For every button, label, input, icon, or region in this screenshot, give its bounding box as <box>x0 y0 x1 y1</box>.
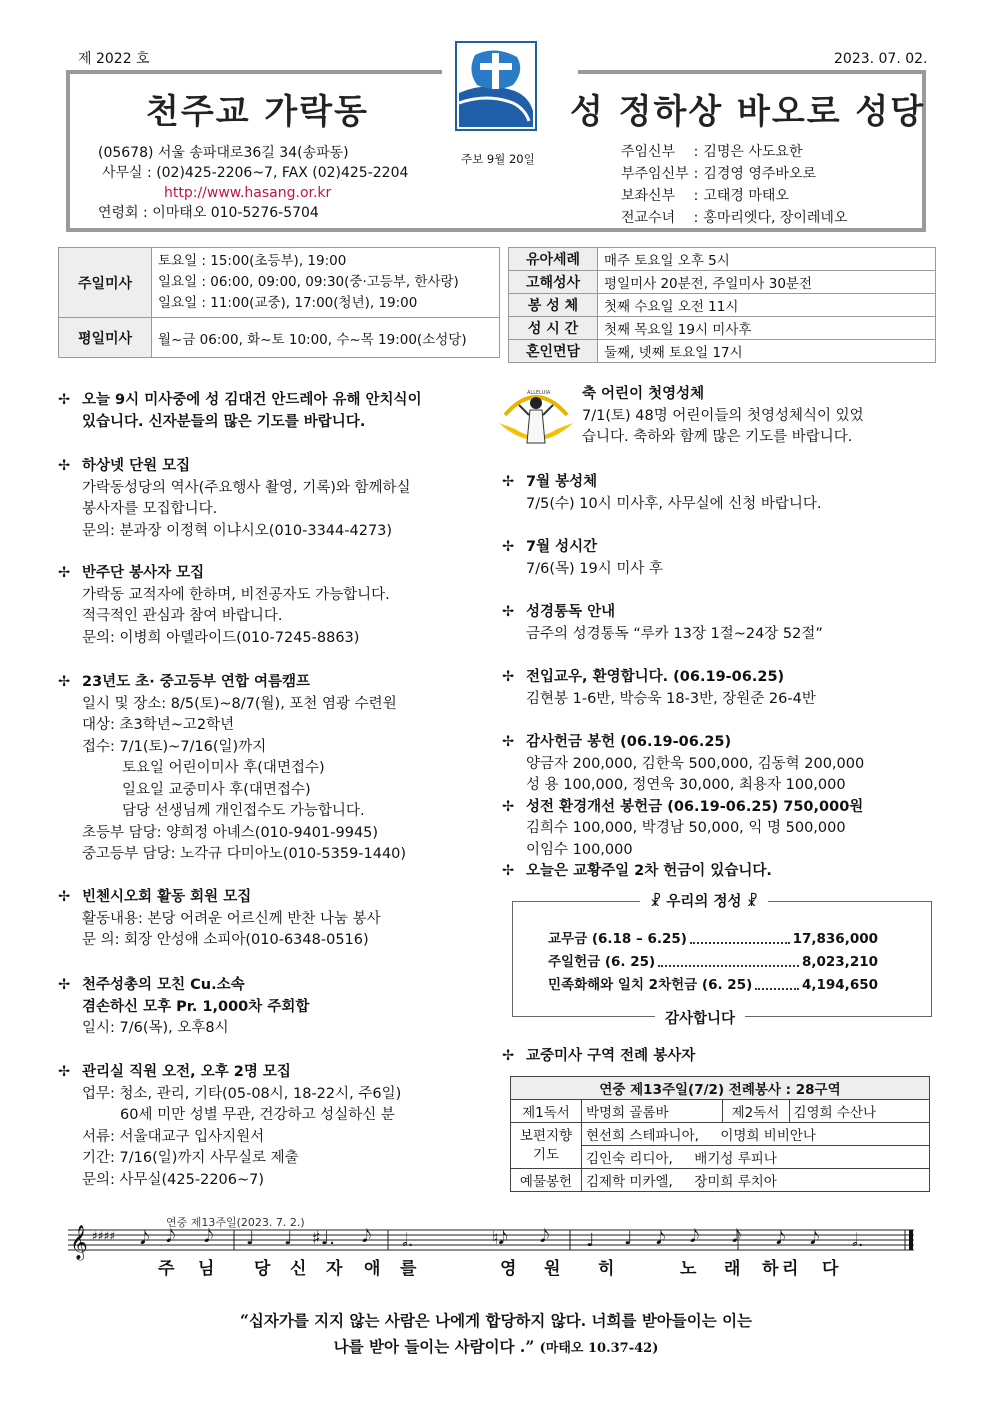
notice-line: 일시 및 장소: 8/5(토)~8/7(월), 포천 염광 수련원 <box>82 695 397 712</box>
notice-first-communion <box>582 384 864 449</box>
lyric-syllable: 신 <box>290 1259 307 1279</box>
offering-amount: 4,194,650 <box>801 977 878 993</box>
staff-role: 보좌신부 <box>621 188 676 204</box>
svg-text:𝅘𝅥𝅮: 𝅘𝅥𝅮 <box>540 1226 550 1247</box>
service-role: 제1독서 <box>511 1100 582 1123</box>
staff-role: 주임신부 <box>621 144 676 160</box>
notice-hasangnet <box>58 456 411 542</box>
notice-title: 천주성총의 모친 Cu.소속 <box>82 977 245 993</box>
sacrament-value: 첫째 목요일 19시 미사후 <box>598 317 936 340</box>
quote-line: 나를 받아 들이는 사람이다 .” <box>333 1337 535 1356</box>
svg-text:𝅘𝅥𝅮: 𝅘𝅥𝅮 <box>656 1228 666 1249</box>
offering-box-footer: 감사합니다 <box>655 1007 745 1028</box>
notice-title: 오늘 9시 미사중에 성 김대건 안드레아 유해 안치식이 <box>82 392 422 408</box>
offering-amount: 8,023,210 <box>801 954 878 970</box>
notice-line: 가락동성당의 역사(주요행사 촬영, 기록)와 함께하실 <box>82 479 411 496</box>
notice-title: 오늘은 교황주일 2차 헌금이 있습니다. <box>526 863 772 879</box>
staff-list: 주임신부 : 김명은 사도요한 부주임신부 : 김경영 영주바오로 보좌신부 : 고태경 마태오 전교수녀 : 홍마리엣다, 장이레네오 <box>620 141 848 229</box>
notice-title: 7월 성시간 <box>526 539 598 555</box>
notice-line: 업무: 청소, 관리, 기타(05-08시, 18-22시, 주6일) <box>82 1085 402 1102</box>
svg-text:𝅗𝅥.: 𝅗𝅥. <box>852 1230 864 1251</box>
lyric-syllable: 주 <box>158 1259 175 1279</box>
svg-text:♯♩.: ♯♩. <box>312 1228 335 1249</box>
service-table-header: 연중 제13주일(7/2) 전례봉사 : 28구역 <box>511 1077 930 1100</box>
notice-summer-camp <box>58 672 406 866</box>
notice-staff-hiring <box>58 1062 401 1191</box>
church-title: 성 정하상 바오로 성당 <box>570 92 926 132</box>
service-role: 보편지향 기도 <box>511 1123 582 1169</box>
notice-title: 관리실 직원 오전, 오후 2명 모집 <box>82 1064 291 1080</box>
notice-line: 이임수 100,000 <box>526 841 633 858</box>
svg-text:𝅘𝅥𝅮: 𝅘𝅥𝅮 <box>776 1228 786 1249</box>
staff-name: 김명은 사도요한 <box>703 144 803 160</box>
sacrament-label: 고해성사 <box>509 271 598 294</box>
sacrament-label: 성 시 간 <box>509 317 598 340</box>
staff-role: 부주임신부 <box>621 166 689 182</box>
svg-text:♩: ♩ <box>246 1228 255 1249</box>
cross-bullet-icon: ✢ <box>502 798 515 815</box>
notice-legion <box>58 975 309 1040</box>
staff-name: 홍마리엣다, 장이레네오 <box>703 210 848 226</box>
notice-new-parishioners <box>502 667 816 710</box>
sacrament-value: 둘째, 넷째 토요일 17시 <box>598 340 936 363</box>
svg-text:𝅘𝅥𝅮: 𝅘𝅥𝅮 <box>810 1228 820 1249</box>
sacrament-label: 봉 성 체 <box>509 294 598 317</box>
lyric-syllable: 를 <box>400 1259 417 1279</box>
weekday-mass-line: 월~금 06:00, 화~토 10:00, 수~목 19:00(소성당) <box>152 318 500 358</box>
notice-line: 대상: 초3학년~고2학년 <box>82 717 235 733</box>
notice-line: 김희수 100,000, 박경남 50,000, 익 명 500,000 <box>526 820 846 836</box>
offering-row <box>548 974 878 997</box>
mass-schedule-table <box>58 247 500 358</box>
weekly-note: 주보 9월 20일 <box>461 152 535 166</box>
notice-title: 반주단 봉사자 모집 <box>82 565 205 581</box>
cross-bullet-icon: ✢ <box>502 604 515 620</box>
notice-line: 적극적인 관심과 참여 바랍니다. <box>82 608 283 624</box>
lyric-syllable: 리 <box>782 1259 799 1279</box>
parish-title: 천주교 가락동 <box>146 92 369 132</box>
website-link[interactable]: http://www.hasang.or.kr <box>164 185 332 201</box>
notice-line: 김현봉 1-6반, 박승욱 18-3반, 장원준 26-4반 <box>526 690 816 707</box>
notice-title: 하상넷 단원 모집 <box>82 458 191 474</box>
issue-date: 2023. 07. 02. <box>834 51 928 67</box>
notice-line: 활동내용: 본당 어려운 어르신께 반찬 나눔 봉사 <box>82 910 381 927</box>
svg-text:𝅗𝅥.: 𝅗𝅥. <box>402 1230 414 1251</box>
notice-line: 문의: 이병희 아델라이드(010-7245-8863) <box>82 629 360 646</box>
notice-line: 7/6(목) 19시 미사 후 <box>526 560 663 577</box>
offering-label: 교무금 (6.18 – 6.25) <box>548 931 687 947</box>
svg-text:ALLELUIA: ALLELUIA <box>527 390 551 396</box>
svg-text:♮𝅘𝅥𝅮: ♮𝅘𝅥𝅮 <box>492 1228 508 1249</box>
cross-bullet-icon: ✢ <box>58 565 71 581</box>
cross-bullet-icon: ✢ <box>502 863 515 879</box>
offering-amount: 17,836,000 <box>792 931 878 947</box>
notice-line: 초등부 담당: 양희정 아녜스(010-9401-9945) <box>82 824 379 841</box>
sacrament-schedule-table <box>508 247 936 363</box>
service-role: 제2독서 <box>722 1100 789 1123</box>
service-person: 김영희 수산나 <box>789 1100 930 1123</box>
cross-bullet-icon: ✢ <box>502 1048 515 1064</box>
church-logo <box>455 41 537 131</box>
notice-title: 감사헌금 봉헌 (06.19-06.25) <box>526 734 732 750</box>
sacrament-value: 평일미사 20분전, 주일미사 30분전 <box>598 271 936 294</box>
service-person: 현선희 스테파니아, 이명희 비비안나 <box>582 1123 930 1146</box>
lyric-syllable: 님 <box>198 1259 215 1279</box>
notice-line: 성 용 100,000, 정연욱 30,000, 최용자 100,000 <box>526 777 846 793</box>
notice-title: 축 어린이 첫영성체 <box>582 386 705 402</box>
notice-title: 전입교우, 환영합니다. (06.19-06.25) <box>526 669 785 685</box>
notice-line: 문의: 사무실(425-2206~7) <box>82 1171 265 1188</box>
notice-title: 빈첸시오회 활동 회원 모집 <box>82 889 252 905</box>
notice-title: 23년도 초· 중고등부 연합 여름캠프 <box>82 674 310 690</box>
notice-line: 중고등부 담당: 노각규 다미아노(010-5359-1440) <box>82 846 407 862</box>
issue-number: 제 2022 호 <box>78 51 150 67</box>
svg-text:♯♯♯♯: ♯♯♯♯ <box>92 1229 116 1243</box>
cross-bullet-icon: ✢ <box>502 474 515 490</box>
notice-line: 일요일 교중미사 후(대면접수) <box>122 781 311 798</box>
notice-line: 문의: 분과장 이정혁 이냐시오(010-3344-4273) <box>82 522 393 539</box>
svg-text:𝅘𝅥𝅮: 𝅘𝅥𝅮 <box>140 1228 150 1249</box>
notice-title: 있습니다. 신자분들의 많은 기도를 바랍니다. <box>82 413 366 430</box>
service-person: 박명희 골롬바 <box>582 1100 723 1123</box>
offering-label: 민족화해와 일치 2차헌금 (6. 25) <box>548 977 753 993</box>
offering-label: 주일헌금 (6. 25) <box>548 954 656 970</box>
cross-bullet-icon: ✢ <box>58 674 71 690</box>
offering-row <box>548 928 878 951</box>
svg-text:𝅘𝅥𝅮: 𝅘𝅥𝅮 <box>690 1226 700 1247</box>
lyric-syllable: 래 <box>724 1259 741 1279</box>
svg-text:𝄞: 𝄞 <box>70 1225 88 1260</box>
notice-line: 60세 미만 성별 무관, 건강하고 성실하신 분 <box>120 1107 395 1123</box>
notice-bible-reading <box>502 602 823 645</box>
lyric-syllable: 당 <box>254 1259 271 1279</box>
offering-row <box>548 951 878 974</box>
quote-line: “십자가를 지지 않는 사람은 나에게 합당하지 않다. 너희를 받아들이는 이는 <box>239 1311 753 1330</box>
lyric-syllable: 원 <box>544 1259 561 1279</box>
staff-role: 전교수녀 <box>621 210 676 226</box>
notice-title: 성전 환경개선 봉헌금 (06.19-06.25) 750,000원 <box>526 798 864 815</box>
scripture-quote <box>0 1308 992 1362</box>
service-person: 김인숙 리디아, 배기성 루피나 <box>582 1146 930 1169</box>
notice-line: 서류: 서울대교구 입사지원서 <box>82 1128 265 1145</box>
lyric-syllable: 자 <box>326 1259 343 1279</box>
music-lyrics <box>150 1254 850 1279</box>
sacrament-value: 첫째 수요일 오전 11시 <box>598 294 936 317</box>
notice-line: 문 의: 회장 안성애 소피아(010-6348-0516) <box>82 932 369 948</box>
notice-liturgy-servers <box>502 1046 695 1068</box>
first-communion-image <box>497 385 575 453</box>
cross-bullet-icon: ✢ <box>58 392 71 408</box>
council-contact: 연령회 : 이마태오 010-5276-5704 <box>98 205 319 221</box>
lyric-syllable: 애 <box>364 1259 381 1279</box>
address: (05678) 서울 송파대로36길 34(송파동) <box>98 145 349 161</box>
notice-line: 일시: 7/6(목), 오후8시 <box>82 1020 229 1036</box>
lyric-syllable: 다 <box>822 1259 839 1279</box>
notice-line: 토요일 어린이미사 후(대면접수) <box>122 760 325 776</box>
notice-line: 금주의 성경통독 “루카 13장 1절~24장 52절” <box>526 625 823 642</box>
sacrament-label: 유아세례 <box>509 248 598 271</box>
weekday-mass-label: 평일미사 <box>59 318 152 358</box>
cross-bullet-icon: ✢ <box>502 734 515 750</box>
cross-bullet-icon: ✢ <box>58 889 71 905</box>
notice-line: 습니다. 축하와 함께 많은 기도를 바랍니다. <box>582 429 853 445</box>
liturgy-service-table <box>510 1076 930 1192</box>
notice-holy-communion <box>502 472 821 515</box>
sacrament-label: 혼인면담 <box>509 340 598 363</box>
notice-line: 가락동 교적자에 한하며, 비전공자도 가능합니다. <box>82 586 390 603</box>
notice-thanks-offering <box>502 732 864 883</box>
cross-bullet-icon: ✢ <box>502 669 515 685</box>
notice-accompanist <box>58 563 390 649</box>
notice-relic <box>58 390 422 433</box>
music-caption: 연중 제13주일(2023. 7. 2.) <box>166 1216 305 1229</box>
cross-bullet-icon: ✢ <box>58 977 71 993</box>
notice-vincent <box>58 887 381 952</box>
service-person: 김제학 미카엘, 장미희 루치아 <box>582 1169 930 1192</box>
svg-text:𝅘𝅥𝅮: 𝅘𝅥𝅮 <box>732 1226 742 1247</box>
sacrament-value: 매주 토요일 오후 5시 <box>598 248 936 271</box>
cross-bullet-icon: ✢ <box>58 1064 71 1080</box>
staff-name: 고태경 마태오 <box>703 188 789 204</box>
lyric-syllable: 노 <box>680 1259 697 1279</box>
notice-title: 겸손하신 모후 Pr. 1,000차 주회합 <box>82 998 310 1015</box>
lyric-syllable: 하 <box>762 1259 779 1279</box>
svg-text:𝅘𝅥𝅮: 𝅘𝅥𝅮 <box>166 1226 176 1247</box>
offering-box-title: ☧ 우리의 정성 ☧ <box>640 890 768 911</box>
service-role: 예물봉헌 <box>511 1169 582 1192</box>
sunday-mass-label: 주일미사 <box>59 248 152 318</box>
lyric-syllable: 영 <box>500 1259 517 1279</box>
sunday-mass-line: 일요일 : 06:00, 09:00, 09:30(중·고등부, 한사랑) <box>158 274 459 290</box>
notice-line: 기간: 7/16(일)까지 사무실로 제출 <box>82 1150 299 1166</box>
sunday-mass-line: 토요일 : 15:00(초등부), 19:00 <box>158 253 347 269</box>
quote-reference: (마태오 10.37-42) <box>539 1341 659 1356</box>
office-phone: 사무실 : (02)425-2206~7, FAX (02)425-2204 <box>102 165 409 181</box>
svg-text:♩: ♩ <box>586 1230 595 1251</box>
notice-title: 7월 봉성체 <box>526 474 598 490</box>
svg-text:𝅘𝅥𝅮: 𝅘𝅥𝅮 <box>204 1226 214 1247</box>
notice-line: 담당 선생님께 개인접수도 가능합니다. <box>122 803 365 819</box>
notice-line: 7/5(수) 10시 미사후, 사무실에 신청 바랍니다. <box>526 495 822 512</box>
notice-line: 7/1(토) 48명 어린이들의 첫영성체식이 있었 <box>582 407 864 424</box>
notice-title: 성경통독 안내 <box>526 604 616 620</box>
notice-holy-hour <box>502 537 663 580</box>
svg-text:♩: ♩ <box>624 1228 633 1249</box>
svg-text:♩: ♩ <box>284 1228 293 1249</box>
notice-line: 봉사자를 모집합니다. <box>82 501 218 517</box>
lyric-syllable: 히 <box>598 1259 615 1279</box>
notice-title: 교중미사 구역 전례 봉사자 <box>526 1048 696 1064</box>
notice-line: 접수: 7/1(토)~7/16(일)까지 <box>82 738 267 755</box>
svg-text:𝅘𝅥𝅮: 𝅘𝅥𝅮 <box>362 1226 372 1247</box>
cross-bullet-icon: ✢ <box>58 458 71 474</box>
sunday-mass-line: 일요일 : 11:00(교중), 17:00(청년), 19:00 <box>158 295 418 311</box>
offering-rows <box>548 928 878 997</box>
notice-line: 양금자 200,000, 김한욱 500,000, 김동혁 200,000 <box>526 755 865 772</box>
staff-name: 김경영 영주바오로 <box>703 166 816 182</box>
cross-bullet-icon: ✢ <box>502 539 515 555</box>
